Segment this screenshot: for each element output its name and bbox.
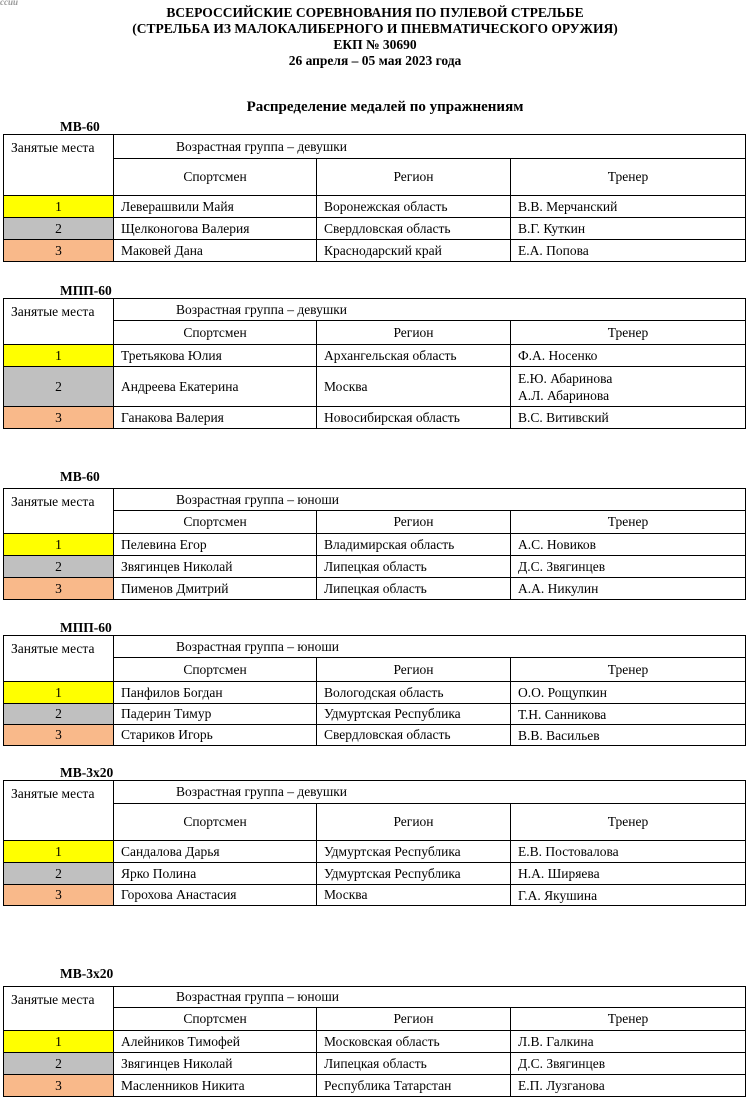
region-cell: Воронежская область: [317, 196, 511, 218]
place-cell: 2: [4, 863, 114, 885]
region-cell: Москва: [317, 885, 511, 906]
place-cell: 1: [4, 345, 114, 367]
places-header: Занятые места: [4, 135, 114, 196]
coach-name: А.Л. Абаринова: [518, 387, 610, 403]
place-cell: 1: [4, 1031, 114, 1053]
coach-cell: [511, 863, 746, 885]
place-cell: 1: [4, 534, 114, 556]
coach-cell: [511, 196, 746, 218]
athlete-cell: Леверашвили Майя: [114, 196, 317, 218]
athlete-cell: Сандалова Дарья: [114, 841, 317, 863]
group-header-row: [4, 987, 746, 1008]
region-cell: Удмуртская Республика: [317, 704, 511, 725]
place-cell: 2: [4, 556, 114, 578]
region-cell: Москва: [317, 367, 511, 407]
exercise-code: МВ-60: [60, 469, 100, 484]
coach-column-header: Тренер: [511, 804, 746, 841]
coach-cell: [511, 556, 746, 578]
athlete-cell: Третьякова Юлия: [114, 345, 317, 367]
coach-column-header: Тренер: [511, 658, 746, 682]
athlete-column-header: Спортсмен: [114, 511, 317, 534]
athlete-cell: Масленников Никита: [114, 1075, 317, 1097]
coach-cell: [511, 725, 746, 746]
athlete-column-header: Спортсмен: [114, 321, 317, 345]
table-row: [4, 578, 746, 600]
coach-name: А.С. Новиков: [518, 537, 596, 552]
region-cell: Владимирская область: [317, 534, 511, 556]
coach-cell: [511, 682, 746, 704]
age-group-header: Возрастная группа – девушки: [114, 135, 746, 159]
coach-cell: [511, 1075, 746, 1097]
place-cell: 1: [4, 682, 114, 704]
medal-table: [3, 635, 746, 746]
region-cell: Московская область: [317, 1031, 511, 1053]
medal-table: [3, 780, 746, 906]
place-cell: 1: [4, 841, 114, 863]
region-cell: Вологодская область: [317, 682, 511, 704]
medal-table: [3, 134, 746, 262]
table-row: [4, 704, 746, 725]
place-cell: 3: [4, 407, 114, 429]
coach-column-header: Тренер: [511, 159, 746, 196]
header-line-4: 26 апреля – 05 мая 2023 года: [288, 53, 462, 68]
coach-cell: [511, 407, 746, 429]
place-cell: 2: [4, 367, 114, 407]
section-title: Распределение медалей по упражнениям: [246, 99, 524, 115]
column-header-row: [4, 804, 746, 841]
column-header-row: [4, 511, 746, 534]
header-line-3: ЕКП № 30690: [333, 37, 417, 52]
table-row: [4, 240, 746, 262]
table-row: [4, 556, 746, 578]
athlete-column-header: Спортсмен: [114, 1008, 317, 1031]
athlete-cell: Андреева Екатерина: [114, 367, 317, 407]
age-group-header: Возрастная группа – юноши: [114, 987, 746, 1008]
table-row: [4, 218, 746, 240]
exercise-code: МВ-60: [60, 119, 100, 134]
table-row: [4, 1053, 746, 1075]
coach-name: Е.П. Лузганова: [518, 1078, 605, 1093]
region-cell: Липецкая область: [317, 556, 511, 578]
place-cell: 3: [4, 1075, 114, 1097]
coach-name: А.А. Никулин: [518, 581, 599, 596]
table-row: [4, 863, 746, 885]
coach-name: В.В. Васильев: [518, 727, 600, 743]
table-row: [4, 196, 746, 218]
document-header: [0, 0, 750, 69]
region-cell: Новосибирская область: [317, 407, 511, 429]
coach-column-header: Тренер: [511, 1008, 746, 1031]
athlete-cell: Горохова Анастасия: [114, 885, 317, 906]
athlete-cell: Звягинцев Николай: [114, 556, 317, 578]
athlete-cell: Звягинцев Николай: [114, 1053, 317, 1075]
coach-name: В.Г. Куткин: [518, 221, 586, 236]
region-cell: Удмуртская Республика: [317, 863, 511, 885]
group-header-row: [4, 299, 746, 321]
coach-name: Е.Ю. Абаринова: [518, 370, 613, 386]
coach-column-header: Тренер: [511, 321, 746, 345]
coach-name: О.О. Рощупкин: [518, 685, 607, 700]
age-group-header: Возрастная группа – девушки: [114, 781, 746, 804]
place-cell: 3: [4, 578, 114, 600]
coach-name: Е.В. Постовалова: [518, 844, 619, 859]
region-cell: Удмуртская Республика: [317, 841, 511, 863]
athlete-column-header: Спортсмен: [114, 658, 317, 682]
column-header-row: [4, 658, 746, 682]
coach-cell: [511, 345, 746, 367]
coach-cell: [511, 1053, 746, 1075]
region-cell: Свердловская область: [317, 725, 511, 746]
medal-table: [3, 298, 746, 429]
coach-name: Н.А. Ширяева: [518, 866, 600, 881]
exercise-code: МВ-3х20: [60, 765, 114, 780]
place-cell: 3: [4, 885, 114, 906]
place-cell: 2: [4, 1053, 114, 1075]
group-header-row: [4, 489, 746, 511]
coach-name: Д.С. Звягинцев: [518, 1056, 606, 1071]
coach-name: В.С. Витивский: [518, 410, 609, 425]
coach-name: Д.С. Звягинцев: [518, 559, 606, 574]
region-cell: Краснодарский край: [317, 240, 511, 262]
places-header: Занятые места: [4, 987, 114, 1031]
coach-cell: [511, 885, 746, 906]
exercise-code: МПП-60: [60, 283, 112, 298]
group-header-row: [4, 135, 746, 159]
group-header-row: [4, 636, 746, 658]
athlete-column-header: Спортсмен: [114, 804, 317, 841]
region-cell: Липецкая область: [317, 1053, 511, 1075]
exercise-code: МВ-3х20: [60, 966, 114, 981]
places-header: Занятые места: [4, 636, 114, 682]
place-cell: 3: [4, 240, 114, 262]
athlete-cell: Алейников Тимофей: [114, 1031, 317, 1053]
region-cell: Свердловская область: [317, 218, 511, 240]
coach-cell: [511, 841, 746, 863]
athlete-cell: Маковей Дана: [114, 240, 317, 262]
coach-cell: [511, 1031, 746, 1053]
header-line-1: ВСЕРОССИЙСКИЕ СОРЕВНОВАНИЯ ПО ПУЛЕВОЙ СТРЕЛЬБЕ: [166, 5, 584, 20]
athlete-cell: Панфилов Богдан: [114, 682, 317, 704]
region-cell: Липецкая область: [317, 578, 511, 600]
athlete-cell: Стариков Игорь: [114, 725, 317, 746]
table-row: [4, 534, 746, 556]
athlete-cell: Ганакова Валерия: [114, 407, 317, 429]
place-cell: 2: [4, 218, 114, 240]
table-row: [4, 725, 746, 746]
coach-name: Е.А. Попова: [518, 243, 589, 258]
region-column-header: Регион: [317, 511, 511, 534]
region-column-header: Регион: [317, 159, 511, 196]
athlete-cell: Ярко Полина: [114, 863, 317, 885]
coach-cell: [511, 218, 746, 240]
athlete-cell: Падерин Тимур: [114, 704, 317, 725]
age-group-header: Возрастная группа – девушки: [114, 299, 746, 321]
age-group-header: Возрастная группа – юноши: [114, 489, 746, 511]
medal-table: [3, 488, 746, 600]
athlete-column-header: Спортсмен: [114, 159, 317, 196]
table-row: [4, 1075, 746, 1097]
federation-logo-fragment: ссии: [0, 0, 18, 7]
table-row: [4, 367, 746, 407]
coach-cell: [511, 367, 746, 407]
table-row: [4, 407, 746, 429]
table-row: [4, 1031, 746, 1053]
coach-name: Ф.А. Носенко: [518, 348, 598, 363]
table-row: [4, 345, 746, 367]
header-line-2: (СТРЕЛЬБА ИЗ МАЛОКАЛИБЕРНОГО И ПНЕВМАТИЧЕСКОГО ОРУЖИЯ): [132, 21, 618, 36]
region-cell: Архангельская область: [317, 345, 511, 367]
column-header-row: [4, 321, 746, 345]
column-header-row: [4, 1008, 746, 1031]
region-column-header: Регион: [317, 321, 511, 345]
athlete-cell: Щелконогова Валерия: [114, 218, 317, 240]
column-header-row: [4, 159, 746, 196]
coach-column-header: Тренер: [511, 511, 746, 534]
coach-cell: [511, 704, 746, 725]
region-cell: Республика Татарстан: [317, 1075, 511, 1097]
place-cell: 3: [4, 725, 114, 746]
coach-name: Л.В. Галкина: [518, 1034, 594, 1049]
table-row: [4, 885, 746, 906]
places-header: Занятые места: [4, 781, 114, 841]
places-header: Занятые места: [4, 299, 114, 345]
coach-cell: [511, 240, 746, 262]
athlete-cell: Пименов Дмитрий: [114, 578, 317, 600]
coach-name: Г.А. Якушина: [518, 887, 598, 903]
exercise-code: МПП-60: [60, 620, 112, 635]
medal-table: [3, 986, 746, 1097]
age-group-header: Возрастная группа – юноши: [114, 636, 746, 658]
athlete-cell: Пелевина Егор: [114, 534, 317, 556]
coach-name: В.В. Мерчанский: [518, 199, 618, 214]
coach-name: Т.Н. Санникова: [518, 706, 607, 722]
place-cell: 1: [4, 196, 114, 218]
group-header-row: [4, 781, 746, 804]
region-column-header: Регион: [317, 804, 511, 841]
places-header: Занятые места: [4, 489, 114, 534]
region-column-header: Регион: [317, 658, 511, 682]
coach-cell: [511, 578, 746, 600]
place-cell: 2: [4, 704, 114, 725]
table-row: [4, 682, 746, 704]
coach-cell: [511, 534, 746, 556]
region-column-header: Регион: [317, 1008, 511, 1031]
table-row: [4, 841, 746, 863]
